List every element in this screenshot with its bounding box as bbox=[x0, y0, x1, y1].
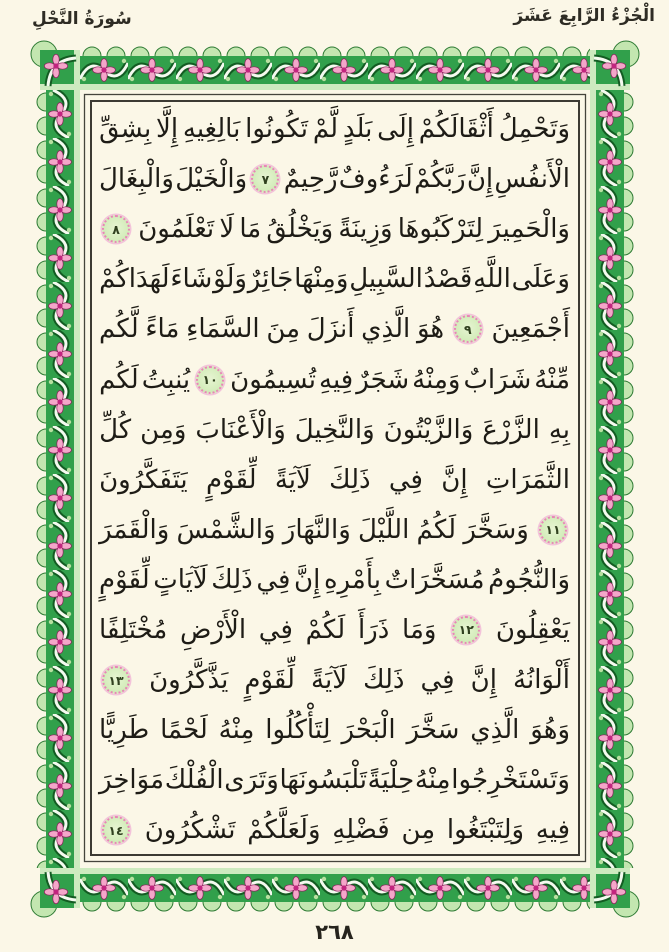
quran-line-4 bbox=[99, 254, 570, 304]
quran-word: الْفُلْكَ bbox=[164, 765, 224, 796]
quran-word: وَالْخَيْلَ bbox=[175, 164, 248, 195]
quran-word: لَّكُم bbox=[99, 314, 139, 345]
quran-word: شَجَرٌ bbox=[356, 364, 410, 395]
quran-line-1 bbox=[99, 104, 570, 154]
quran-word: مَوَاخِرَ bbox=[99, 765, 164, 796]
quran-word: بِشِقِّ bbox=[99, 114, 152, 145]
quran-word: إِنَّ bbox=[294, 564, 321, 595]
quran-word: بِهِ bbox=[548, 414, 570, 445]
quran-word: لِّقَوْمٍ bbox=[99, 564, 150, 595]
quran-word: شَاءَ bbox=[170, 264, 213, 295]
quran-word: وَالنَّهَارَ bbox=[282, 514, 351, 545]
quran-word: الثَّمَرَاتِ bbox=[485, 464, 570, 495]
verse-marker-١١: ١١ bbox=[539, 516, 567, 544]
quran-word: يَذَّكَّرُونَ bbox=[149, 665, 229, 696]
quran-word: لِّقَوْمٍ bbox=[244, 665, 295, 696]
quran-word: وَالنَّخِيلَ bbox=[294, 414, 375, 445]
quran-word: وَمِنْهُ bbox=[412, 364, 461, 395]
quran-line-5 bbox=[99, 304, 570, 354]
quran-word: لَآيَةً bbox=[274, 464, 311, 495]
quran-word: تُسِيمُونَ bbox=[230, 364, 317, 395]
quran-word: اللَّهِ bbox=[473, 264, 511, 295]
quran-word: لَآيَاتٍ bbox=[153, 564, 208, 595]
quran-word: وَالنُّجُومُ bbox=[488, 564, 570, 595]
quran-word: أَلْوَانُهُ bbox=[513, 665, 570, 696]
quran-word: مِن bbox=[401, 815, 436, 846]
quran-word: وَمِن bbox=[140, 414, 187, 445]
quran-word: لَكُمُ bbox=[416, 514, 457, 545]
quran-word: فَضْلِهِ bbox=[332, 815, 390, 846]
quran-word: وَمَا bbox=[402, 614, 437, 645]
quran-word: تَكُونُوا bbox=[245, 114, 309, 145]
quran-word: جَائِرٌ bbox=[247, 264, 294, 295]
quran-word: وَلَعَلَّكُمْ bbox=[247, 815, 321, 846]
quran-line-2 bbox=[99, 154, 570, 204]
quran-word: مُسَخَّرَاتٌ bbox=[384, 564, 485, 595]
quran-word: اللَّيْلَ bbox=[358, 514, 410, 545]
quran-word: فِي bbox=[388, 464, 423, 495]
verse-marker-١٤: ١٤ bbox=[102, 816, 130, 844]
quran-word: الْأَنفُسِ bbox=[494, 164, 570, 195]
juz-title: الْجُزْءُ الرَّابِعَ عَشَرَ bbox=[513, 6, 655, 26]
quran-word: تَلْبَسُونَهَا bbox=[279, 765, 367, 796]
quran-line-7 bbox=[99, 405, 570, 455]
quran-word: فِيهِ bbox=[319, 364, 354, 395]
quran-word: شَرَابٌ bbox=[463, 364, 532, 395]
quran-word: مَا bbox=[239, 214, 262, 245]
quran-word: مِّنْهُ bbox=[534, 364, 570, 395]
quran-line-3 bbox=[99, 204, 570, 254]
quran-word: إِنَّ bbox=[441, 464, 468, 495]
quran-word: الْبَحْرَ bbox=[341, 715, 396, 746]
quran-word: بِأَمْرِهِ bbox=[323, 564, 381, 595]
quran-word: وَلِتَبْتَغُوا bbox=[446, 815, 525, 846]
surah-title: سُورَةُ النَّحْلِ bbox=[32, 9, 132, 29]
quran-word: لَّمْ bbox=[312, 114, 339, 145]
quran-word: هُوَ bbox=[416, 314, 445, 345]
quran-word: ذَلِكَ bbox=[211, 564, 253, 595]
quran-word: وَتَحْمِلُ bbox=[498, 114, 570, 145]
quran-word: مِنْهُ bbox=[218, 715, 255, 746]
quran-word: الزَّرْعَ bbox=[482, 414, 540, 445]
quran-word: إِنَّ bbox=[466, 164, 494, 195]
quran-word: مَاءً bbox=[145, 314, 180, 345]
quran-word: وَهُوَ bbox=[530, 715, 570, 746]
quran-word: وَمِنْهَا bbox=[294, 264, 349, 295]
quran-word: إِلَى bbox=[377, 114, 414, 145]
quran-word: تَعْلَمُونَ bbox=[138, 214, 215, 245]
quran-word: وَتَسْتَخْرِجُوا bbox=[451, 765, 570, 796]
quran-word: وَلَوْ bbox=[213, 264, 247, 295]
quran-word: الَّذِي bbox=[361, 314, 411, 345]
verse-marker-١٢: ١٢ bbox=[452, 616, 480, 644]
quran-word: رَّحِيمٌ bbox=[283, 164, 338, 195]
quran-word: لِتَأْكُلُوا bbox=[265, 715, 331, 746]
quran-word: إِلَّا bbox=[156, 114, 179, 145]
quran-word: ذَلِكَ bbox=[363, 665, 405, 696]
quran-line-14 bbox=[99, 755, 570, 805]
verse-marker-٩: ٩ bbox=[454, 315, 482, 343]
quran-word: وَتَرَى bbox=[224, 765, 279, 796]
quran-word: يُنبِتُ bbox=[141, 364, 191, 395]
quran-word: السَّمَاءِ bbox=[186, 314, 260, 345]
verse-marker-٧: ٧ bbox=[251, 165, 279, 193]
quran-word: وَالْقَمَرَ bbox=[99, 514, 170, 545]
quran-word: لَحْمًا bbox=[160, 715, 208, 746]
quran-word: إِنَّ bbox=[470, 665, 497, 696]
verse-marker-٨: ٨ bbox=[102, 215, 130, 243]
quran-line-15 bbox=[99, 805, 570, 855]
quran-word: لِّقَوْمٍ bbox=[205, 464, 257, 495]
page-number: ٢٦٨ bbox=[315, 920, 354, 944]
quran-line-9 bbox=[99, 505, 570, 555]
quran-word: السَّبِيلِ bbox=[349, 264, 423, 295]
quran-word: وَيَخْلُقُ bbox=[266, 214, 334, 245]
quran-word: وَالْحَمِيرَ bbox=[488, 214, 570, 245]
quran-word: مِنَ bbox=[266, 314, 301, 345]
quran-word: وَالشَّمْسَ bbox=[176, 514, 276, 545]
quran-word: رَبَّكُمْ bbox=[414, 164, 466, 195]
quran-line-10 bbox=[99, 555, 570, 605]
quran-text-block bbox=[99, 104, 570, 856]
quran-line-13 bbox=[99, 705, 570, 755]
quran-word: أَجْمَعِينَ bbox=[491, 314, 570, 345]
quran-word: الْأَرْضِ bbox=[180, 614, 247, 645]
quran-line-11 bbox=[99, 605, 570, 655]
quran-line-6 bbox=[99, 354, 570, 404]
quran-word: لَكُمْ bbox=[305, 614, 346, 645]
quran-word: يَعْقِلُونَ bbox=[495, 614, 570, 645]
quran-word: مُخْتَلِفًا bbox=[99, 614, 168, 645]
quran-word: الَّذِي bbox=[470, 715, 520, 746]
quran-word: ذَلِكَ bbox=[329, 464, 371, 495]
quran-line-8 bbox=[99, 455, 570, 505]
quran-word: وَالزَّيْتُونَ bbox=[383, 414, 474, 445]
quran-word: كُلِّ bbox=[99, 414, 132, 445]
quran-word: بَالِغِيهِ bbox=[182, 114, 241, 145]
quran-word: فِي bbox=[420, 665, 455, 696]
quran-word: سَخَّرَ bbox=[406, 715, 460, 746]
quran-word: لَهَدَاكُمْ bbox=[99, 264, 170, 295]
verse-marker-١٠: ١٠ bbox=[196, 366, 224, 394]
quran-word: مِنْهُ bbox=[414, 765, 451, 796]
quran-word: لَكُم bbox=[99, 364, 139, 395]
quran-line-12 bbox=[99, 655, 570, 705]
quran-word: وَعَلَى bbox=[511, 264, 570, 295]
quran-word: تَشْكُرُونَ bbox=[144, 815, 236, 846]
quran-word: حِلْيَةً bbox=[367, 765, 415, 796]
quran-word: وَالْأَعْنَابَ bbox=[195, 414, 286, 445]
quran-word: فِي bbox=[256, 564, 291, 595]
quran-word: طَرِيًّا bbox=[99, 715, 150, 746]
quran-word: فِي bbox=[258, 614, 293, 645]
verse-marker-١٣: ١٣ bbox=[102, 666, 130, 694]
quran-word: وَسَخَّرَ bbox=[463, 514, 529, 545]
quran-word: لَرَءُوفٌ bbox=[338, 164, 413, 195]
quran-word: يَتَفَكَّرُونَ bbox=[99, 464, 188, 495]
quran-word: وَالْبِغَالَ bbox=[99, 164, 174, 195]
quran-word: أَنزَلَ bbox=[306, 314, 355, 345]
quran-word: وَزِينَةً bbox=[338, 214, 393, 245]
quran-word: أَثْقَالَكُمْ bbox=[418, 114, 494, 145]
quran-word: لَآيَةً bbox=[311, 665, 348, 696]
quran-word: لِتَرْكَبُوهَا bbox=[397, 214, 484, 245]
quran-word: فِيهِ bbox=[535, 815, 570, 846]
quran-word: قَصْدُ bbox=[423, 264, 473, 295]
quran-word: لَا bbox=[219, 214, 235, 245]
quran-word: بَلَدٍ bbox=[342, 114, 373, 145]
quran-word: ذَرَأَ bbox=[357, 614, 390, 645]
